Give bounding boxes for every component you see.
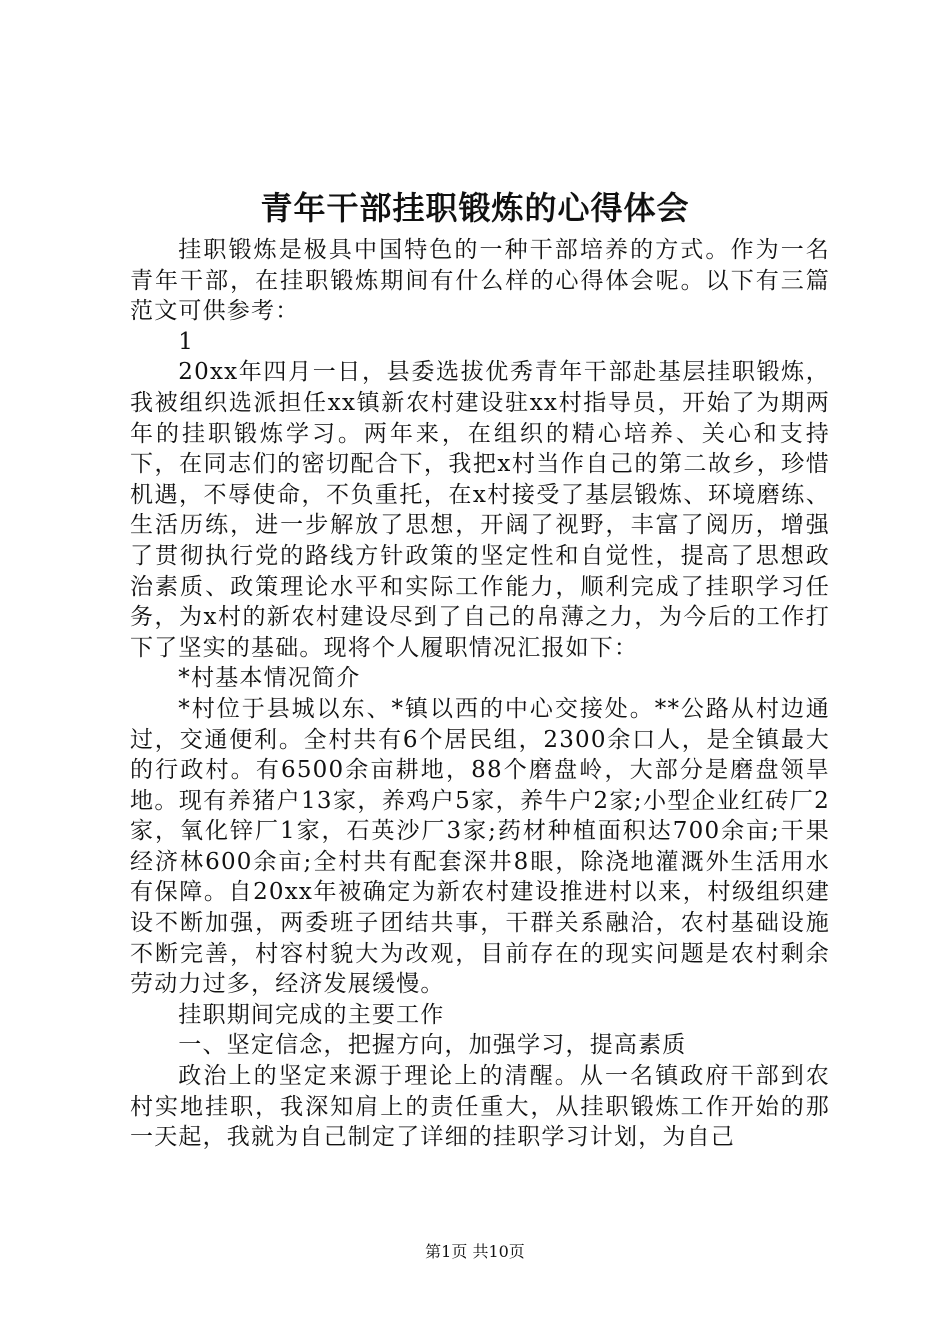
section-number: 1 [178,328,195,355]
section-heading: *村基本情况简介 [178,665,361,692]
subsection-heading: 一、坚定信念，把握方向，加强学习，提高素质 [178,1032,687,1059]
section-heading: 挂职期间完成的主要工作 [178,1001,445,1028]
body-paragraph: 政治上的坚定来源于理论上的清醒。从一名镇政府干部到农村实地挂职，我深知肩上的责任重大，从挂职锻炼工作开始的那一天起，我就为自己制定了详细的挂职学习计划，为自己 [130,1063,830,1151]
body-paragraph: 20xx年四月一日，县委选拔优秀青年干部赴基层挂职锻炼，我被组织选派担任xx镇新农村建设驻xx村指导员，开始了为期两年的挂职锻炼学习。两年来，在组织的精心培养、关心和支持下，在同志们的密切配合下，我把x村当作自己的第二故乡，珍惜机遇，不辱使命，不负重托，在x村接受了基层锻炼、环境磨练、生活历练，进一步解放了思想，开阔了视野，丰富了阅历，增强了贯彻执行党的路线方针政策的坚定性和自觉性，提高了思想政治素质、政策理论水平和实际工作能力，顺利完成了挂职学习任务，为x村的新农村建设尽到了自己的帛薄之力，为今后的工作打下了坚实的基础。现将个人履职情况汇报如下： [130,359,830,661]
document-title: 青年干部挂职锻炼的心得体会 [260,189,690,227]
intro-paragraph: 挂职锻炼是极具中国特色的一种干部培养的方式。作为一名青年干部，在挂职锻炼期间有什么样的心得体会呢。以下有三篇范文可供参考： [130,237,830,325]
page-footer: 第1页 共10页 [425,1242,525,1261]
document-body [130,235,830,1153]
body-paragraph: *村位于县城以东、*镇以西的中心交接处。**公路从村边通过，交通便利。全村共有6个居民组，2300余口人，是全镇最大的行政村。有6500余亩耕地，88个磨盘岭，大部分是磨盘领旱地。现有养猪户13家，养鸡户5家，养牛户2家;小型企业红砖厂2家，氧化锌厂1家，石英沙厂3家;药材种植面积达700余亩;干果经济林600余亩;全村共有配套深井8眼，除浇地灌溉外生活用水有保障。自20xx年被确定为新农村建设推进村以来，村级组织建设不断加强，两委班子团结共事，干群关系融洽，农村基础设施不断完善，村容村貌大为改观，目前存在的现实问题是农村剩余劳动力过多，经济发展缓慢。 [130,695,830,998]
